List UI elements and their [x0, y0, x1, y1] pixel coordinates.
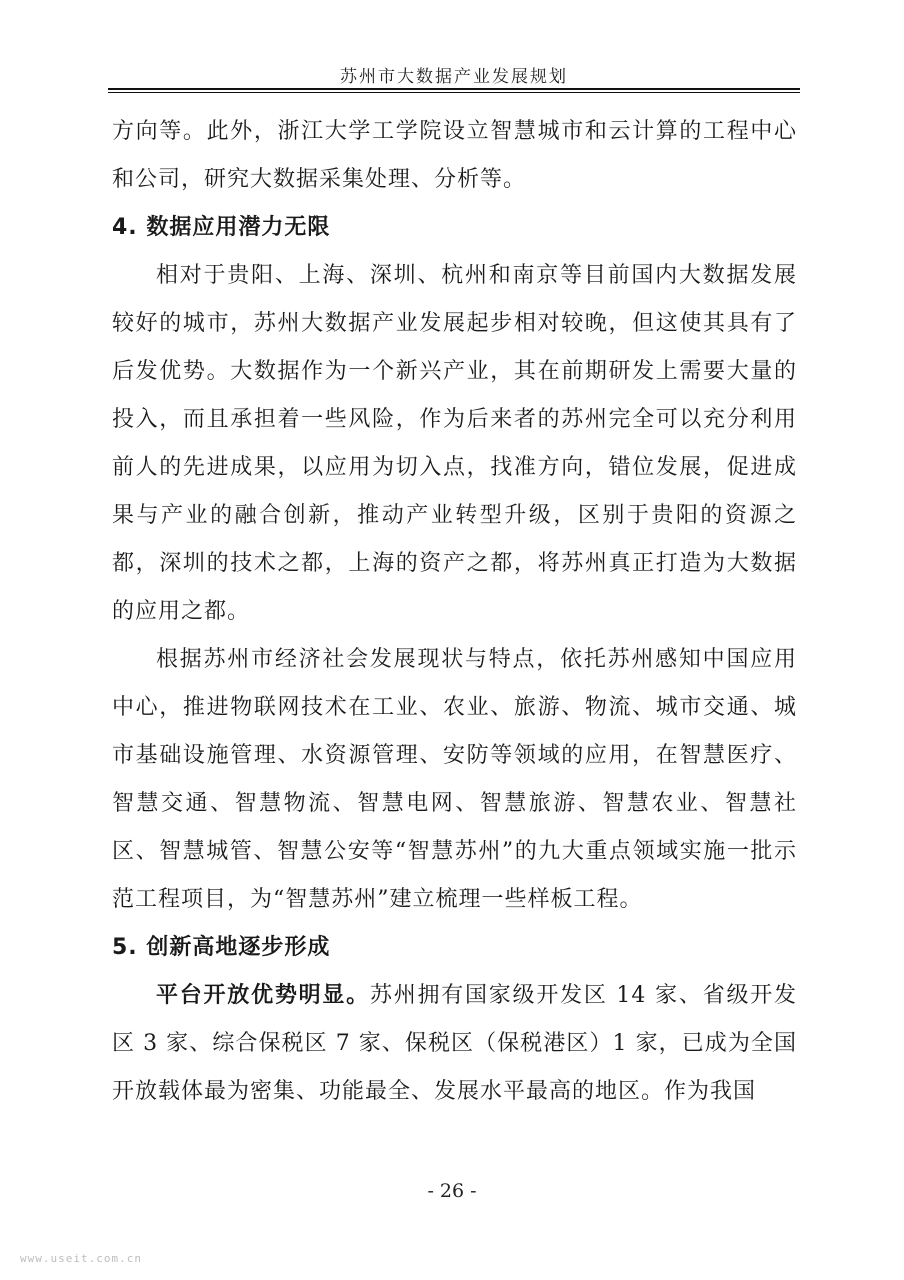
section-5-paragraph-1	[112, 972, 797, 1116]
section-4-paragraph-1: 相对于贵阳、上海、深圳、杭州和南京等目前国内大数据发展较好的城市，苏州大数据产业发展起步相对较晚，但这使其具有了后发优势。大数据作为一个新兴产业，其在前期研发上需要大量的投入，而且承担着一些风险，作为后来者的苏州完全可以充分利用前人的先进成果，以应用为切入点，找准方向，错位发展，促进成果与产业的融合创新，推动产业转型升级，区别于贵阳的资源之都，深圳的技术之都，上海的资产之都，将苏州真正打造为大数据的应用之都。	[112, 263, 797, 624]
page-body	[112, 108, 797, 1116]
section-5-heading: 5. 创新高地逐步形成	[112, 935, 331, 960]
header-rule-thin	[108, 92, 800, 93]
page-number: - 26 -	[427, 1180, 477, 1202]
section-4-heading: 4. 数据应用潜力无限	[112, 215, 331, 240]
watermark: www.useit.com.cn	[20, 1252, 142, 1265]
section-5-paragraph-text: 苏州拥有国家级开发区 14 家、省级开发区 3 家、综合保税区 7 家、保税区（保税港区）1 家，已成为全国开放载体最为密集、功能最全、发展水平最高的地区。作为我国	[112, 983, 797, 1104]
continuation-paragraph: 方向等。此外，浙江大学工学院设立智慧城市和云计算的工程中心和公司，研究大数据采集处理、分析等。	[112, 119, 797, 192]
running-header: 苏州市大数据产业发展规划	[340, 67, 568, 87]
section-4-paragraph-2: 根据苏州市经济社会发展现状与特点，依托苏州感知中国应用中心，推进物联网技术在工业、农业、旅游、物流、城市交通、城市基础设施管理、水资源管理、安防等领域的应用，在智慧医疗、智慧交通、智慧物流、智慧电网、智慧旅游、智慧农业、智慧社区、智慧城管、智慧公安等“智慧苏州”的九大重点领域实施一批示范工程项目，为“智慧苏州”建立梳理一些样板工程。	[112, 647, 797, 912]
header-rule-thick	[108, 88, 800, 90]
section-5-lead-phrase: 平台开放优势明显。	[156, 983, 370, 1008]
